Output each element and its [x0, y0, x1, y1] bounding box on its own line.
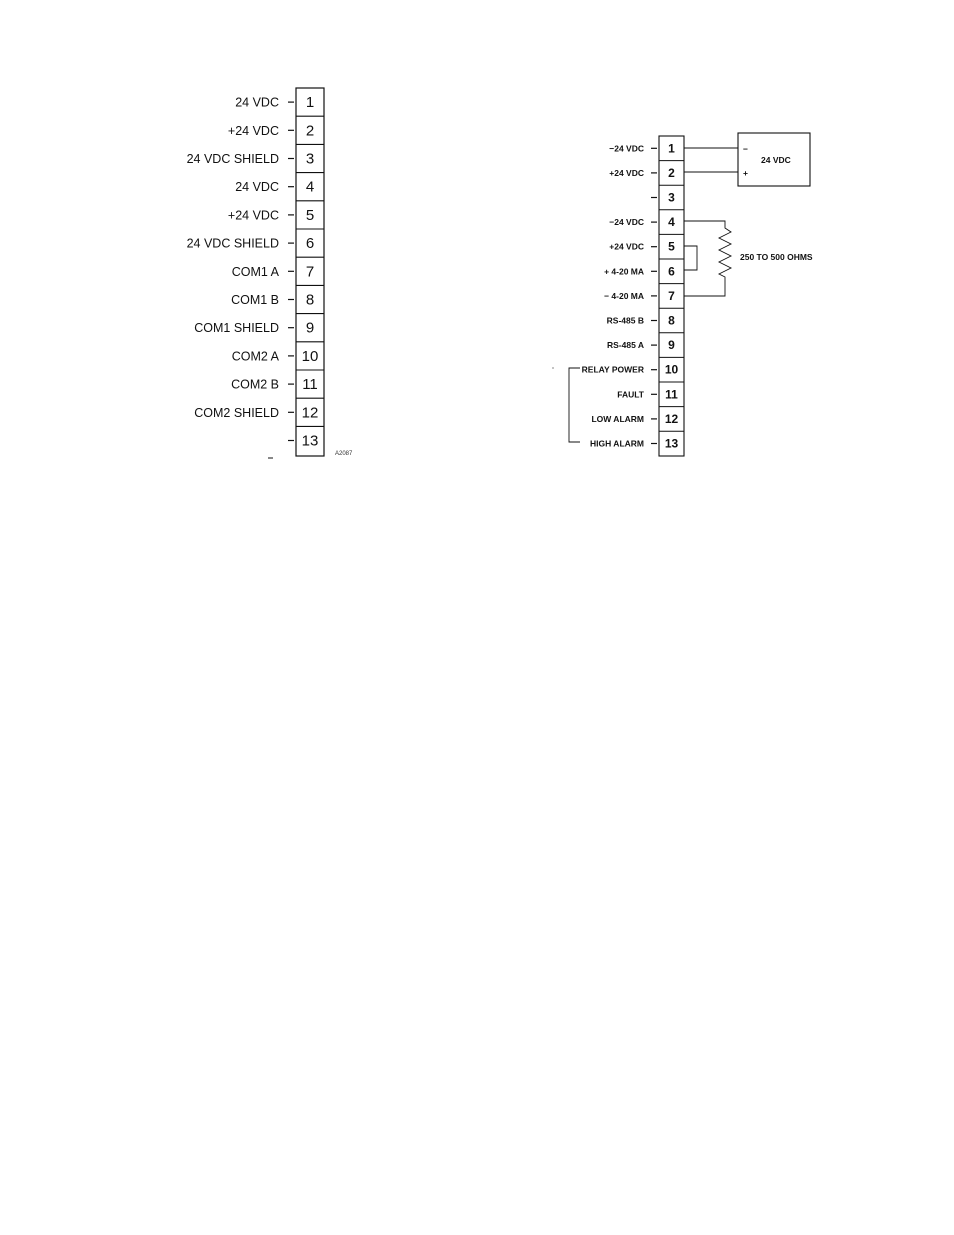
left-terminal-label: COM2 B: [231, 377, 279, 392]
right-terminal-label: +24 VDC: [609, 241, 644, 252]
left-terminal-number: 6: [305, 235, 315, 253]
right-terminal-label: HIGH ALARM: [590, 438, 644, 449]
right-terminal-label: RS-485 A: [606, 340, 644, 351]
left-terminal-rows: [187, 94, 324, 449]
power-supply-plus: +: [743, 168, 748, 178]
power-supply-label: 24 VDC: [761, 155, 791, 165]
left-terminal-label: 24 VDC SHIELD: [186, 152, 279, 166]
stray-dot: [552, 367, 553, 368]
left-terminal-number: 3: [305, 150, 315, 168]
left-terminal-label: COM1 B: [231, 293, 279, 307]
left-terminal-number: 1: [305, 94, 315, 112]
right-terminal-number: 5: [668, 239, 675, 254]
figure-code: A2087: [335, 451, 353, 457]
left-terminal-number: 9: [305, 319, 315, 337]
left-terminal-number: 2: [305, 122, 315, 140]
load-resistor: [684, 221, 813, 296]
right-terminal-number: 11: [665, 387, 678, 402]
right-terminal-label: LOW ALARM: [591, 413, 644, 424]
right-terminal-number: 9: [668, 338, 675, 353]
right-terminal-number: 7: [668, 288, 675, 303]
resistor-label: 250 TO 500 OHMS: [740, 252, 813, 262]
left-terminal-number: 12: [301, 404, 319, 422]
right-terminal-number: 13: [664, 436, 679, 451]
right-terminal-label: RELAY POWER: [581, 364, 644, 375]
resistor-symbol: [684, 221, 731, 296]
right-terminal-label: +24 VDC: [609, 167, 644, 178]
right-terminal-number: 6: [668, 264, 675, 279]
jumper-5-6: [684, 246, 697, 270]
left-terminal-label: COM1 A: [231, 264, 279, 279]
left-terminal-label: COM1 SHIELD: [194, 321, 279, 336]
right-terminal-label: −24 VDC: [609, 217, 644, 228]
left-terminal-number: 5: [305, 206, 315, 224]
right-terminal-label: − 4-20 MA: [604, 290, 644, 301]
left-terminal-label: 24 VDC SHIELD: [186, 236, 279, 251]
right-terminal-label: RS-485 B: [606, 315, 644, 326]
left-terminal-number: 8: [305, 291, 315, 309]
left-terminal-number: 11: [302, 376, 318, 394]
right-terminal-label: + 4-20 MA: [604, 266, 644, 277]
right-terminal-number: 4: [668, 215, 675, 230]
right-terminal-number: 3: [668, 190, 675, 205]
left-terminal-number: 10: [301, 347, 319, 365]
left-terminal-number: 7: [305, 263, 315, 281]
left-terminal-number: 4: [305, 178, 315, 196]
power-supply-minus: −: [743, 144, 748, 154]
right-terminal-number: 10: [664, 362, 679, 377]
left-terminal-number: 13: [301, 432, 319, 450]
left-terminal-label: 24 VDC: [235, 95, 279, 110]
right-terminal-number: 1: [668, 141, 675, 156]
left-terminal-label: +24 VDC: [227, 123, 279, 138]
left-terminal-label: COM2 SHIELD: [194, 405, 279, 420]
right-terminal-rows: [582, 141, 684, 450]
left-terminal-label: 24 VDC: [235, 180, 279, 195]
power-supply: [684, 133, 810, 186]
right-terminal-number: 2: [668, 165, 675, 180]
right-terminal-number: 12: [664, 411, 679, 426]
left-terminal-label: +24 VDC: [227, 208, 279, 223]
right-terminal-number: 8: [668, 313, 675, 328]
right-terminal-label: −24 VDC: [609, 143, 644, 154]
left-terminal-label: COM2 A: [231, 349, 279, 364]
right-terminal-label: FAULT: [617, 389, 644, 400]
relay-bracket: [569, 368, 580, 442]
